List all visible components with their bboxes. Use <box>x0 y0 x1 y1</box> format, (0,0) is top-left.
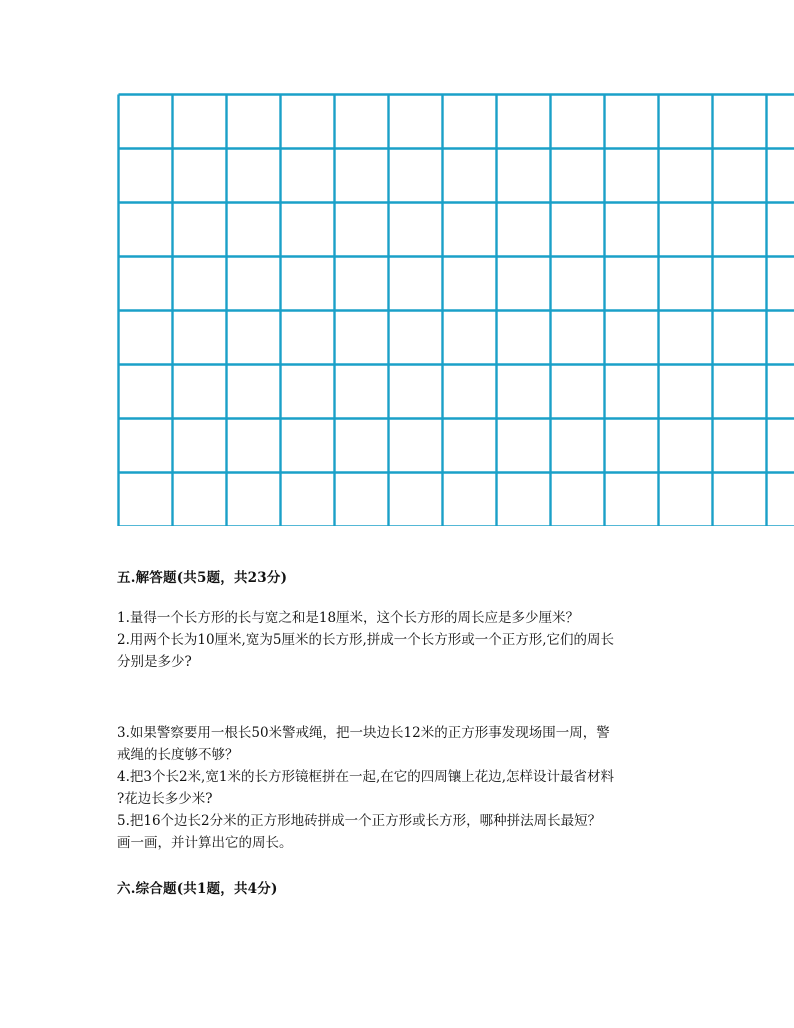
question-3-line-2: 戒绳的长度够不够？ <box>117 747 239 763</box>
question-2 <box>117 629 614 673</box>
question-5-line-2: 画一画，并计算出它的周长。 <box>117 835 293 851</box>
grid-lines <box>117 93 794 526</box>
square-grid <box>117 93 794 526</box>
question-4-line-2: ?花边长多少米? <box>117 791 213 807</box>
question-3-line-1: 3.如果警察要用一根长50米警戒绳，把一块边长12米的正方形事发现场围一周，警 <box>117 725 610 741</box>
question-4-line-1: 4.把3个长2米,宽1米的长方形镜框拼在一起,在它的四周镶上花边,怎样设计最省材料 <box>117 769 615 785</box>
question-5-line-1: 5.把16个边长2分米的正方形地砖拼成一个正方形或长方形，哪种拼法周长最短？ <box>117 813 602 829</box>
question-1-text: 1.量得一个长方形的长与宽之和是18厘米，这个长方形的周长应是多少厘米？ <box>117 610 580 626</box>
question-2-line-1: 2.用两个长为10厘米,宽为5厘米的长方形,拼成一个长方形或一个正方形,它们的周长 <box>117 632 615 648</box>
question-1 <box>117 607 579 629</box>
section-5-heading: 五.解答题(共5题，共23分) <box>117 570 288 586</box>
section-6-heading: 六.综合题(共1题，共4分) <box>117 881 278 897</box>
question-4 <box>117 766 614 810</box>
question-2-line-2: 分别是多少? <box>117 654 192 670</box>
question-3 <box>117 722 610 766</box>
question-5 <box>117 810 601 854</box>
